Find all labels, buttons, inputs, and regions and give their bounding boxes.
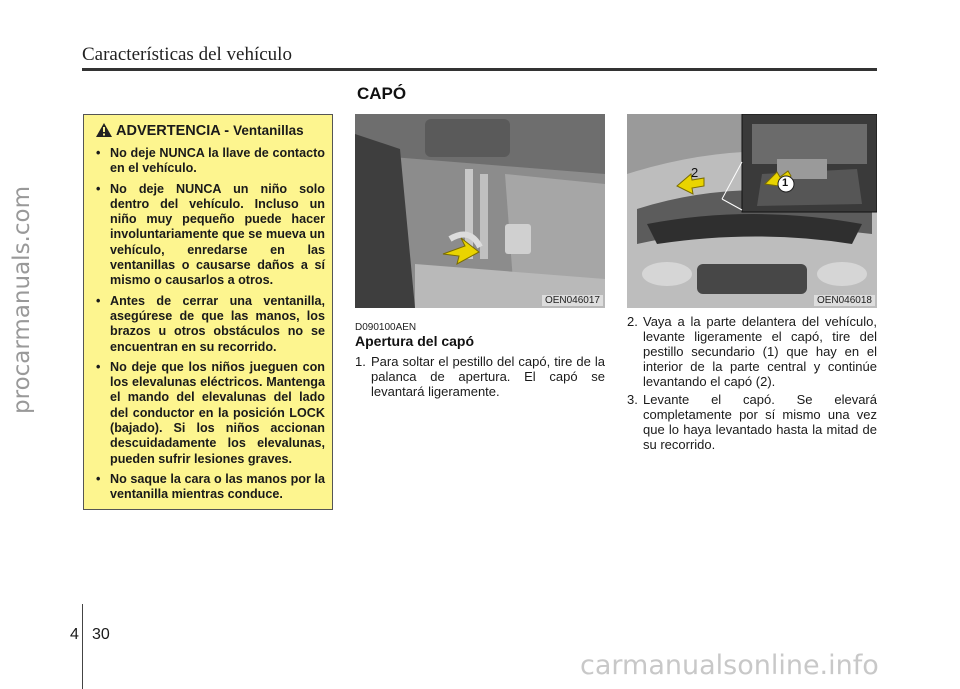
- hood-release-lever-photo: [355, 114, 605, 308]
- header-title: Características del vehículo: [82, 44, 292, 65]
- side-watermark-text: procarmanuals.com: [9, 186, 35, 414]
- warning-list: [92, 146, 325, 508]
- step-text: Levante el capó. Se elevará completamente por sí mismo una vez que lo haya levantado hasta la mitad de su recorrido.: [643, 392, 877, 452]
- warning-box: [83, 114, 333, 510]
- warning-item: • No deje que los niños jueguen con los elevalunas eléctricos. Mantenga el mando del elevalunas del lado del conductor en la posición LOCK (bajado). Si los niños accionan descuidadamente los elevalunas, pueden sufrir lesiones graves.: [92, 360, 325, 467]
- figure-caption: OEN046018: [814, 295, 875, 306]
- footer-divider: [82, 604, 83, 689]
- callout-1: 1: [782, 177, 789, 189]
- step-text: Vaya a la parte delantera del vehículo, levante ligeramente el capó, tire del pestillo secundario (1) que hay en el interior de la parte central y continúe levantando el capó (2).: [643, 314, 877, 389]
- page-number: 30: [92, 626, 110, 643]
- warning-item: • Antes de cerrar una ventanilla, asegúrese de que las manos, los brazos u otros obstáculos no se encuentran en su recorrido.: [92, 294, 325, 355]
- step-number: 3.: [627, 392, 638, 407]
- chapter-number: 4: [70, 626, 79, 643]
- step-number: 2.: [627, 314, 638, 329]
- warning-header: [96, 123, 304, 141]
- procedure-step: [355, 354, 605, 399]
- procedure-step: [627, 392, 877, 452]
- step-text: Para soltar el pestillo del capó, tire de la palanca de apertura. El capó se levantará ligeramente.: [371, 354, 605, 399]
- side-watermark: [2, 120, 42, 480]
- header-rule: [82, 68, 877, 71]
- warning-subtitle: Ventanillas: [233, 123, 304, 138]
- procedure-step: [627, 314, 877, 389]
- bottom-watermark: carmanualsonline.info: [580, 650, 879, 681]
- warning-title: ADVERTENCIA -: [116, 123, 234, 139]
- step-number: 1.: [355, 354, 366, 369]
- warning-item: • No deje NUNCA un niño solo dentro del vehículo. Incluso un niño muy pequeño puede hacer involuntariamente que se mueva un vehículo, enredarse en las ventanillas o causarse daños a sí mismo o causarlos a otros.: [92, 182, 325, 289]
- figure-caption: OEN046017: [542, 295, 603, 306]
- warning-item: • No deje NUNCA la llave de contacto en el vehículo.: [92, 146, 325, 177]
- warning-triangle-icon: [96, 123, 112, 141]
- procedure-code: D090100AEN: [355, 322, 417, 333]
- section-title: CAPÓ: [357, 84, 407, 103]
- procedure-heading: Apertura del capó: [355, 333, 475, 349]
- callout-2: 2: [691, 165, 699, 180]
- warning-item: • No saque la cara o las manos por la ventanilla mientras conduce.: [92, 472, 325, 503]
- hood-latch-photo: [627, 114, 877, 308]
